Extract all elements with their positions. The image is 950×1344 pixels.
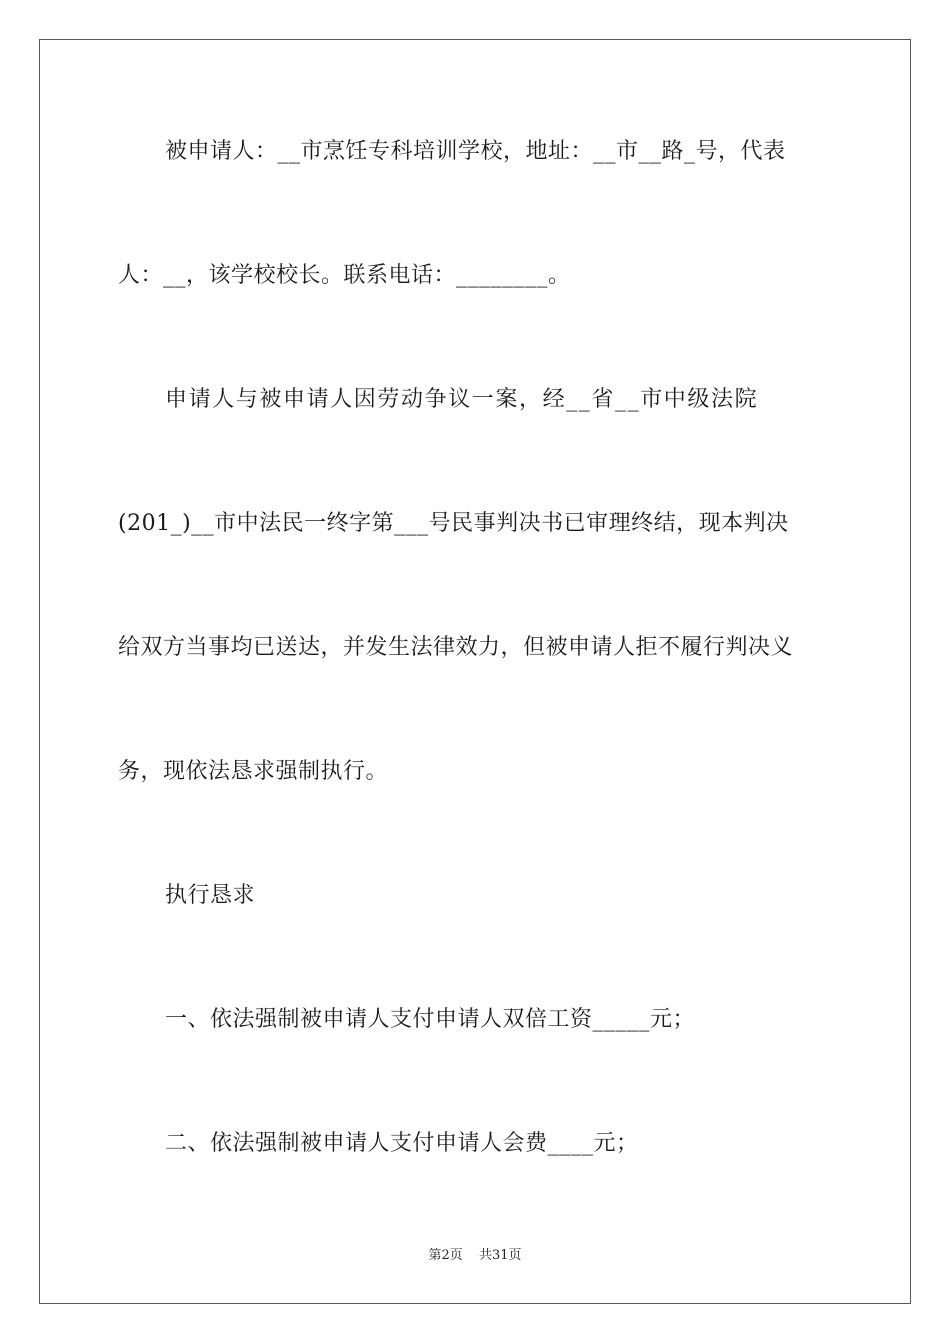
list-item: 二、依法强制被申请人支付申请人会费____元； — [165, 1131, 639, 1156]
page-number: 第2页 — [428, 1248, 463, 1263]
page-frame — [39, 39, 911, 1304]
paragraph-line: (201_)__市中法民一终字第___号民事判决书已审理终结，现本判决 — [118, 511, 789, 536]
page-total: 共31页 — [478, 1248, 522, 1263]
paragraph-line: 申请人与被申请人因劳动争议一案，经__省__市中级法院 — [165, 387, 759, 412]
section-heading: 执行恳求 — [165, 883, 256, 908]
page-footer — [0, 1247, 950, 1265]
paragraph-line: 务，现依法恳求强制执行。 — [118, 759, 389, 784]
list-item: 一、依法强制被申请人支付申请人双倍工资_____元； — [165, 1007, 696, 1032]
paragraph-line: 给双方当事均已送达，并发生法律效力，但被申请人拒不履行判决义 — [118, 635, 794, 660]
paragraph-line: 被申请人：__市烹饪专科培训学校，地址：__市__路_号，代表 — [165, 139, 786, 164]
paragraph-line: 人：__，该学校校长。联系电话：________。 — [118, 263, 571, 288]
